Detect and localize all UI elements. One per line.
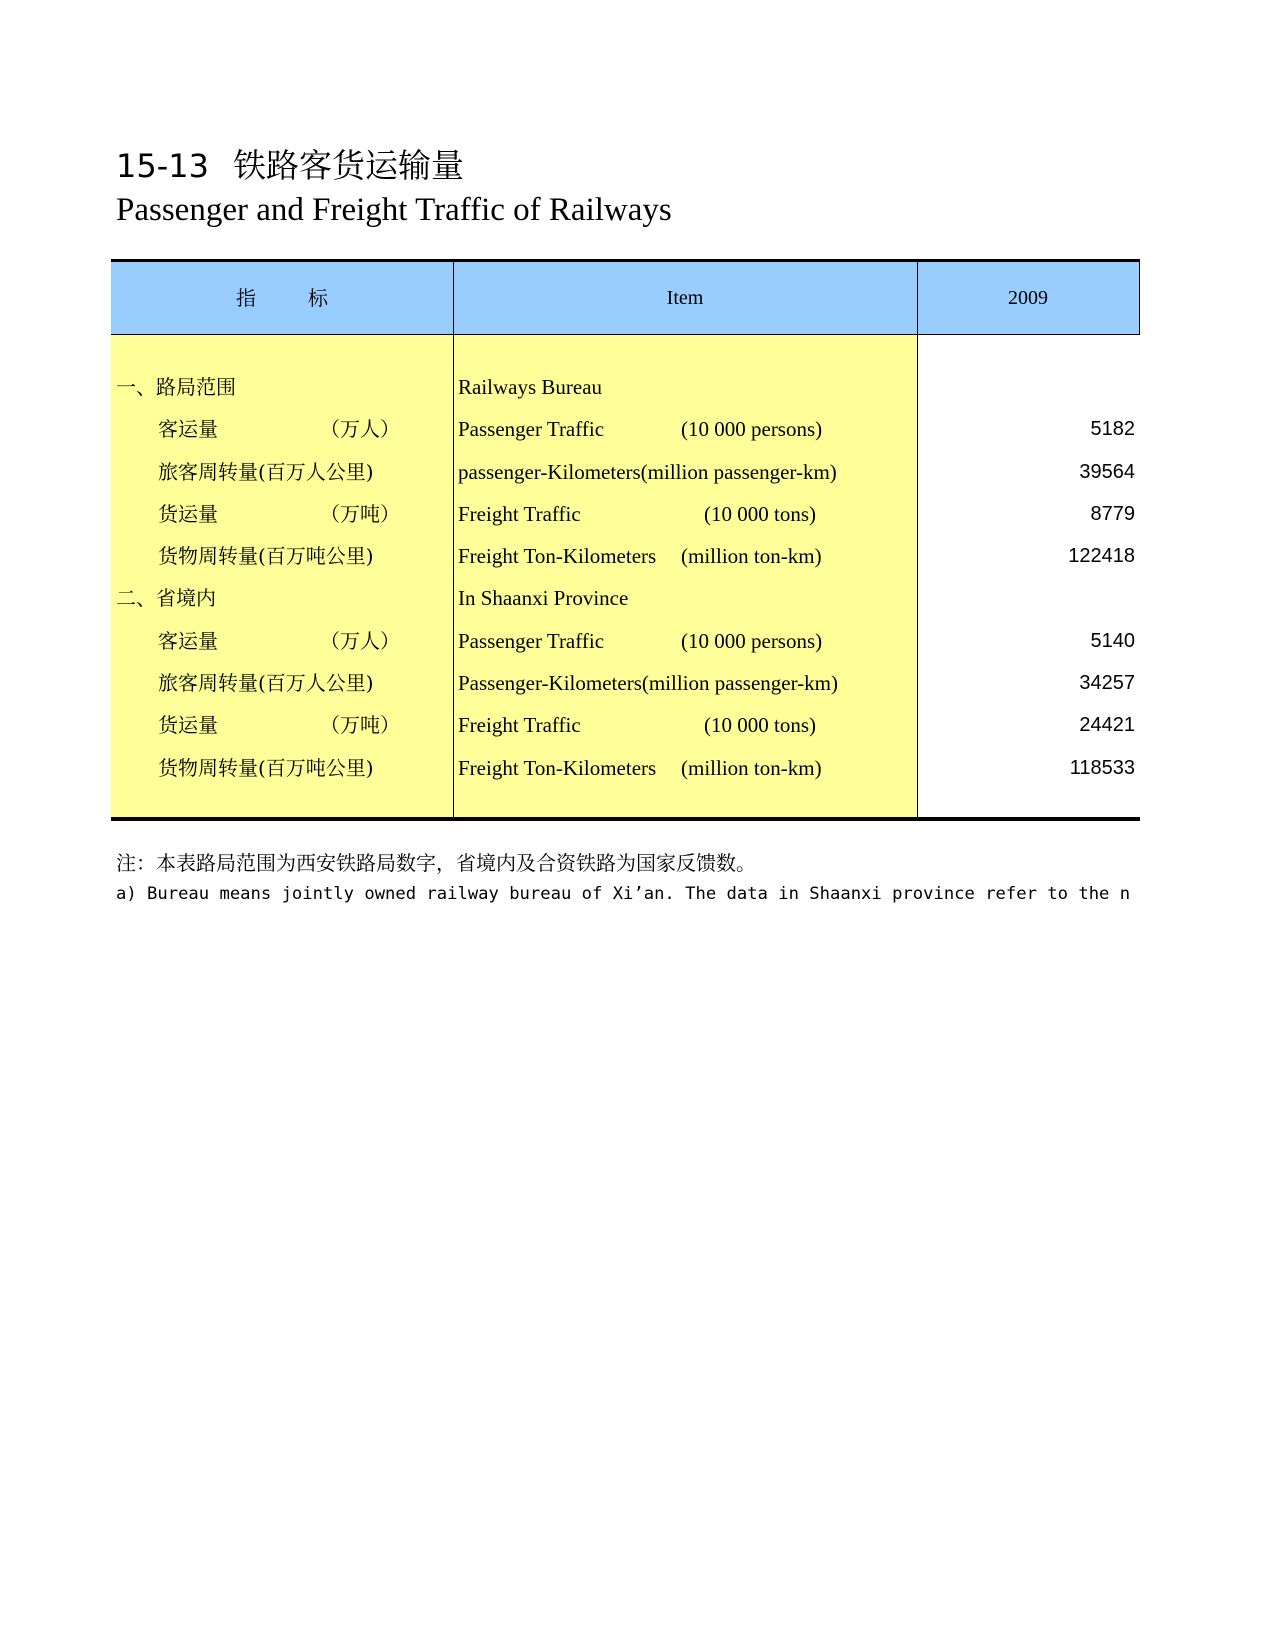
row-en-label: Freight Traffic (10 000 tons) xyxy=(458,704,581,746)
row-en-label: passenger-Kilometers(million passenger-km) xyxy=(458,459,837,484)
note-en: a) Bureau means jointly owned railway bureau of Xi’an. The data in Shaanxi province refer to the n xyxy=(116,884,1131,904)
table-row xyxy=(111,704,1140,746)
row-value: 8779 xyxy=(1090,502,1135,525)
row-en-label: Freight Traffic (10 000 tons) xyxy=(458,493,581,535)
row-value: 5140 xyxy=(1090,629,1135,652)
row-en-unit: (10 000 persons) xyxy=(681,417,823,442)
row-en-label: Freight Ton-Kilometers (million ton-km) xyxy=(458,747,656,789)
row-en-unit: (million ton-km) xyxy=(681,544,822,569)
row-cn-unit: （万吨） xyxy=(320,713,400,738)
row-cn-label: 货物周转量(百万吨公里) xyxy=(158,755,374,780)
row-cn-unit: （万人） xyxy=(320,628,400,653)
header-indicator-part2: 标 xyxy=(308,286,328,310)
row-cn-label: 旅客周转量(百万人公里) xyxy=(158,671,374,696)
table-row xyxy=(111,747,1140,789)
row-cn-label: 一、路局范围 xyxy=(116,375,236,399)
row-value: 24421 xyxy=(1079,714,1135,737)
header-indicator xyxy=(111,262,453,334)
row-cn-label: 货物周转量(百万吨公里) xyxy=(158,544,374,569)
table-row xyxy=(111,408,1140,450)
note-cn: 注：本表路局范围为西安铁路局数字，省境内及合资铁路为国家反馈数。 xyxy=(116,851,756,875)
row-value: 118533 xyxy=(1069,756,1135,779)
row-value: 39564 xyxy=(1079,460,1135,483)
row-en-unit: (10 000 tons) xyxy=(704,713,816,738)
header-year: 2009 xyxy=(1008,287,1048,309)
row-cn-label: 二、省境内 xyxy=(116,586,216,611)
header-item: Item xyxy=(666,287,704,309)
row-cn-label: 客运量 （万人） xyxy=(158,620,218,662)
table-row xyxy=(111,577,1140,619)
row-value xyxy=(917,577,1135,619)
row-cn-unit: （万人） xyxy=(320,417,400,442)
table-row xyxy=(111,662,1140,704)
row-en-label: Freight Ton-Kilometers (million ton-km) xyxy=(458,535,656,577)
header-indicator-part1: 指 xyxy=(236,286,256,310)
row-en-label: Passenger Traffic (10 000 persons) xyxy=(458,620,604,662)
title-cn-text: 铁路客货运输量 xyxy=(232,146,464,185)
row-value: 122418 xyxy=(1068,545,1135,568)
row-cn-label: 货运量 （万吨） xyxy=(158,493,218,535)
row-cn-label: 客运量 （万人） xyxy=(158,408,218,450)
table-row xyxy=(111,366,1140,408)
column-divider-3 xyxy=(1139,262,1140,335)
row-en-unit: (10 000 persons) xyxy=(681,628,823,653)
row-value: 34257 xyxy=(1079,672,1135,695)
row-cn-unit: （万吨） xyxy=(320,501,400,526)
bottom-rule xyxy=(111,817,1140,821)
row-en-label: Passenger-Kilometers(million passenger-km) xyxy=(458,671,838,696)
table-row xyxy=(111,493,1140,535)
table-row xyxy=(111,535,1140,577)
row-cn-label: 旅客周转量(百万人公里) xyxy=(158,459,374,484)
row-en-label: In Shaanxi Province xyxy=(458,586,629,611)
page-title-en: Passenger and Freight Traffic of Railways xyxy=(116,192,672,228)
table-row xyxy=(111,451,1140,493)
row-en-label: Railways Bureau xyxy=(458,375,603,399)
row-en-unit: (million ton-km) xyxy=(681,755,822,780)
row-en-label: Passenger Traffic (10 000 persons) xyxy=(458,408,604,450)
table-rows xyxy=(111,366,1140,789)
row-cn-label: 货运量 （万吨） xyxy=(158,704,218,746)
row-value xyxy=(917,366,1135,408)
row-value: 5182 xyxy=(1090,418,1135,441)
table-row xyxy=(111,620,1140,662)
table-number: 15-13 xyxy=(116,147,209,185)
row-en-unit: (10 000 tons) xyxy=(704,501,816,526)
page-title-cn xyxy=(116,144,464,188)
